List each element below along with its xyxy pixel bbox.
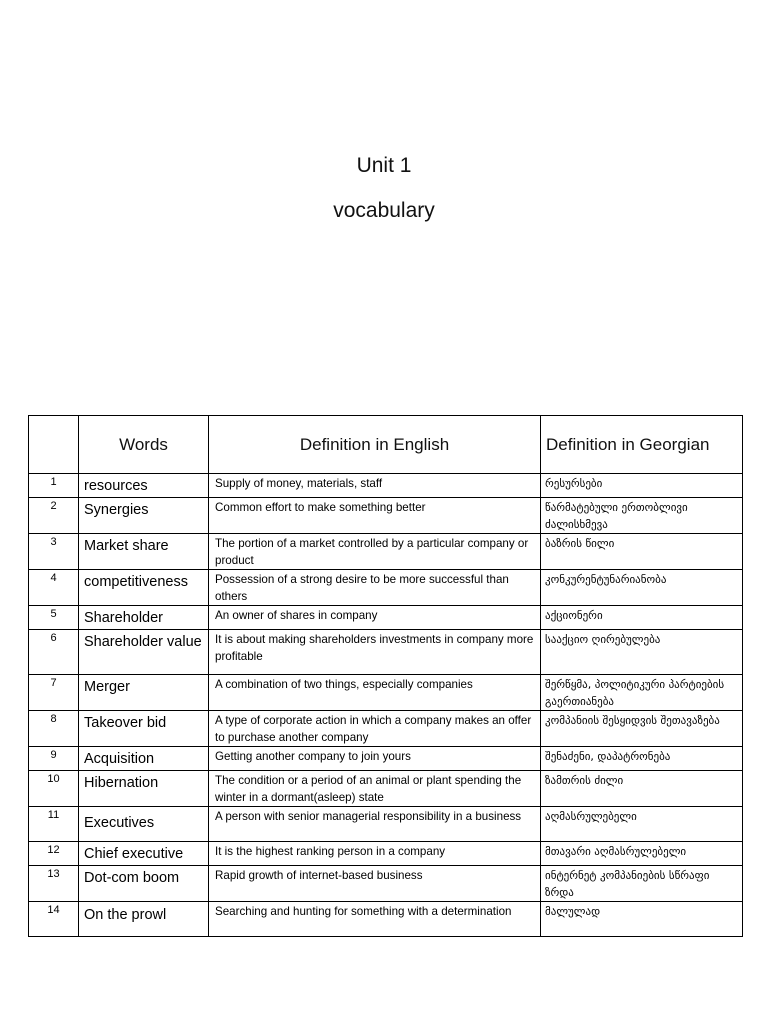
row-english-definition: Supply of money, materials, staff <box>209 474 541 498</box>
row-georgian-definition: შერწყმა, პოლიტიკური პარტიების გაერთიანება <box>541 675 743 711</box>
row-word: Executives <box>79 807 209 842</box>
table-row <box>29 771 743 807</box>
unit-title: Unit 1 <box>356 154 412 177</box>
row-english-definition: The condition or a period of an animal or plant spending the winter in a dormant(asleep) state <box>209 771 541 807</box>
row-word: Hibernation <box>79 771 209 807</box>
table-row <box>29 675 743 711</box>
row-number: 7 <box>29 675 79 711</box>
row-word: Dot-com boom <box>79 866 209 902</box>
row-georgian-definition: კომპანიის შესყიდვის შეთავაზება <box>541 711 743 747</box>
row-english-definition: Searching and hunting for something with a determination <box>209 902 541 937</box>
table-row <box>29 807 743 842</box>
row-word: Shareholder value <box>79 630 209 675</box>
row-number: 4 <box>29 570 79 606</box>
row-number: 1 <box>29 474 79 498</box>
row-number: 10 <box>29 771 79 807</box>
row-georgian-definition: აქციონერი <box>541 606 743 630</box>
vocabulary-subtitle: vocabulary <box>333 199 435 222</box>
row-word: Synergies <box>79 498 209 534</box>
row-georgian-definition: შენაძენი, დაპატრონება <box>541 747 743 771</box>
row-word: On the prowl <box>79 902 209 937</box>
row-georgian-definition: კონკურენტუნარიანობა <box>541 570 743 606</box>
row-georgian-definition: ინტერნეტ კომპანიების სწრაფი ზრდა <box>541 866 743 902</box>
table-row <box>29 606 743 630</box>
row-georgian-definition: ზამთრის ძილი <box>541 771 743 807</box>
table-row <box>29 630 743 675</box>
row-number: 8 <box>29 711 79 747</box>
row-georgian-definition: რესურსები <box>541 474 743 498</box>
table-row <box>29 866 743 902</box>
row-georgian-definition: აღმასრულებელი <box>541 807 743 842</box>
row-word: Merger <box>79 675 209 711</box>
row-word: resources <box>79 474 209 498</box>
row-number: 5 <box>29 606 79 630</box>
row-number: 11 <box>29 807 79 842</box>
row-english-definition: Getting another company to join yours <box>209 747 541 771</box>
row-georgian-definition: სააქციო ღირებულება <box>541 630 743 675</box>
header-words: Words <box>79 416 209 474</box>
row-english-definition: It is the highest ranking person in a company <box>209 842 541 866</box>
row-number: 2 <box>29 498 79 534</box>
header-definition-georgian: Definition in Georgian <box>541 416 743 474</box>
table-header-row <box>29 416 743 474</box>
table-row <box>29 842 743 866</box>
row-word: Takeover bid <box>79 711 209 747</box>
row-english-definition: A person with senior managerial responsibility in a business <box>209 807 541 842</box>
row-number: 6 <box>29 630 79 675</box>
row-number: 3 <box>29 534 79 570</box>
row-georgian-definition: წარმატებული ერთობლივი ძალისხმევა <box>541 498 743 534</box>
row-georgian-definition: ბაზრის წილი <box>541 534 743 570</box>
row-word: Acquisition <box>79 747 209 771</box>
row-word: Market share <box>79 534 209 570</box>
table-row <box>29 747 743 771</box>
row-english-definition: An owner of shares in company <box>209 606 541 630</box>
row-english-definition: The portion of a market controlled by a particular company or product <box>209 534 541 570</box>
row-english-definition: Rapid growth of internet-based business <box>209 866 541 902</box>
header-number <box>29 416 79 474</box>
vocabulary-table <box>28 415 743 937</box>
row-word: Shareholder <box>79 606 209 630</box>
row-english-definition: A type of corporate action in which a company makes an offer to purchase another company <box>209 711 541 747</box>
header-definition-english: Definition in English <box>209 416 541 474</box>
row-number: 13 <box>29 866 79 902</box>
table-row <box>29 570 743 606</box>
row-english-definition: It is about making shareholders investments in company more profitable <box>209 630 541 675</box>
row-georgian-definition: მთავარი აღმასრულებელი <box>541 842 743 866</box>
row-number: 9 <box>29 747 79 771</box>
table-row <box>29 534 743 570</box>
row-georgian-definition: მალულად <box>541 902 743 937</box>
table-row <box>29 711 743 747</box>
table-row <box>29 498 743 534</box>
row-word: competitiveness <box>79 570 209 606</box>
row-number: 14 <box>29 902 79 937</box>
table-row <box>29 902 743 937</box>
table-row <box>29 474 743 498</box>
row-english-definition: Possession of a strong desire to be more successful than others <box>209 570 541 606</box>
row-english-definition: Common effort to make something better <box>209 498 541 534</box>
row-number: 12 <box>29 842 79 866</box>
row-english-definition: A combination of two things, especially companies <box>209 675 541 711</box>
row-word: Chief executive <box>79 842 209 866</box>
